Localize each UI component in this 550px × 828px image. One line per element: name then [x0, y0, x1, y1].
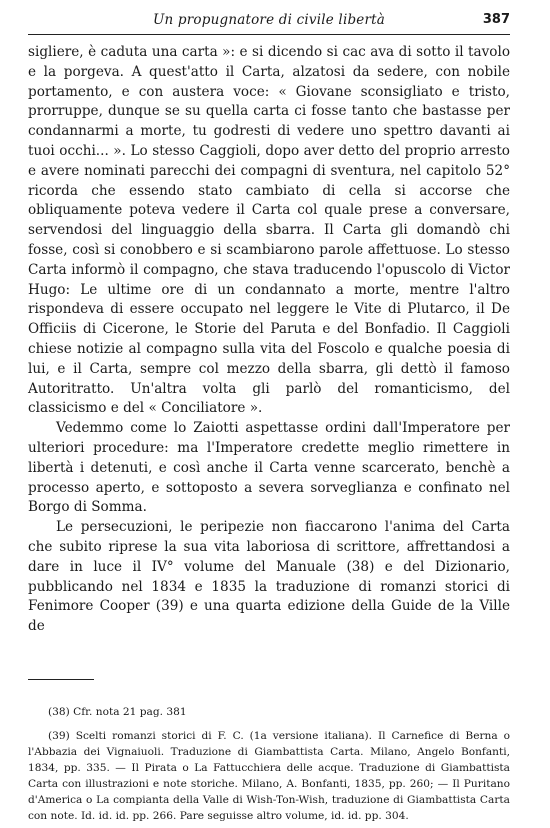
- running-title: Un propugnatore di civile libertà: [152, 12, 386, 28]
- footnote-separator: [28, 679, 94, 680]
- page-number: 387: [482, 12, 510, 27]
- paragraph: Le persecuzioni, le peripezie non fiaccarono l'anima del Carta che subito riprese la sua vita laboriosa di scrittore, affrettandosi a dare in luce il IV° volume del Manuale (38) e del Dizionario, pubblicando nel 1834 e 1835 la traduzione di romanzi storici di Fenimore Cooper (39) e una quarta edizione della Guide de la Ville de: [28, 519, 510, 635]
- footnote-39: (39) Scelti romanzi storici di F. C. (1a versione italiana). Il Carnefice di Berna o l'Abbazia dei Vignaiuoli. Traduzione di Giambattista Carta. Milano, Angelo Bonfanti, 1834, pp. 335. — Il Pirata o La Fattucchiera delle acque. Traduzione di Giambattista Carta con illustrazioni e note storiche. Milano, A. Bonfanti, 1835, pp. 260; — Il Puritano d'America o La compianta della Valle di Wish-Ton-Wish, traduzione di Giambattista Carta con note. Id. id. id. pp. 266. Pare seguisse altro volume, id. id. pp. 304.: [28, 729, 510, 822]
- running-header: [28, 10, 510, 35]
- footnote-38: (38) Cfr. nota 21 pag. 381: [48, 705, 187, 718]
- main-text: [28, 43, 510, 637]
- paragraph: Vedemmo come lo Zaiotti aspettasse ordini dall'Imperatore per ulteriori procedure: ma l'Imperatore credette meglio rimettere in libertà i detenuti, e così anche il Carta venne scarcerato, benchè a processo aperto, e sottoposto a severa sorveglianza e confinato nel Borgo di Somma.: [28, 420, 510, 516]
- footnotes: [28, 704, 510, 824]
- paragraph-continued: sigliere, è caduta una carta »: e si dicendo si cac ava di sotto il tavolo e la porgeva. A quest'atto il Carta, alzatosi da sedere, con nobile portamento, e con austera voce: « Giovane sconsigliato e tristo, prorruppe, dunque se su quella carta ci fosse tanto che bastasse per condannarmi a morte, tu godresti di vedere uno spettro davanti ai tuoi occhi... ». Lo stesso Caggioli, dopo aver detto del proprio arresto e avere nominati parecchi dei compagni di sventura, nel capitolo 52° ricorda che essendo stato cambiato di cella si accorse che obliquamente poteva vedere il Carta col quale prese a conversare, servendosi del linguaggio della sbarra. Il Carta gli domandò chi fosse, così si conobbero e si scambiarono parole affettuose. Lo stesso Carta informò il compagno, che stava traducendo l'opuscolo di Victor Hugo: Le ultime ore di un condannato a morte, mentre l'altro rispondeva di essere occupato nel leggere le Vite di Plutarco, il De Officiis di Cicerone, le Storie del Paruta e del Bonfadio. Il Caggioli chiese notizie al compagno sulla vita del Foscolo e qualche poesia di lui, e il Carta, sempre col mezzo della sbarra, gli dettò il famoso Autoritratto. Un'altra volta gli parlò del romanticismo, del classicismo e del « Conciliatore ».: [28, 44, 510, 417]
